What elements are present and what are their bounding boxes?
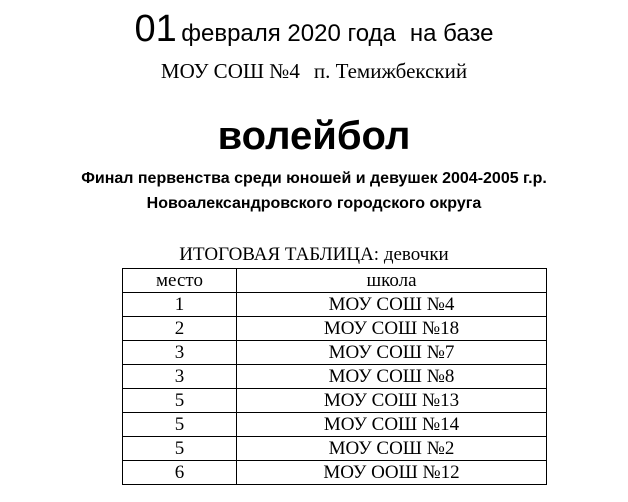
cell-place: 5 (123, 437, 237, 461)
cell-place: 3 (123, 365, 237, 389)
cell-school: МОУ СОШ №2 (237, 437, 547, 461)
cell-school: МОУ СОШ №14 (237, 413, 547, 437)
cell-school: МОУ СОШ №13 (237, 389, 547, 413)
cell-place: 3 (123, 341, 237, 365)
table-row (123, 317, 547, 341)
cell-school: МОУ ООШ №12 (237, 461, 547, 485)
venue-line (0, 58, 628, 84)
cell-place: 2 (123, 317, 237, 341)
cell-school: МОУ СОШ №8 (237, 365, 547, 389)
location-prefix: на базе (409, 20, 494, 47)
district-subtitle: Новоалександровского городского округа (146, 195, 482, 212)
date-month-year: февраля 2020 года (181, 20, 396, 47)
column-header-place: место (123, 269, 237, 293)
table-row (123, 461, 547, 485)
cell-school: МОУ СОШ №4 (237, 293, 547, 317)
table-row (123, 365, 547, 389)
competition-subtitle: Финал первенства среди юношей и девушек 2004-2005 г.р. (81, 170, 547, 187)
cell-school: МОУ СОШ №18 (237, 317, 547, 341)
table-row (123, 389, 547, 413)
cell-place: 1 (123, 293, 237, 317)
date-day-number: 01 (134, 8, 177, 50)
venue-school: МОУ СОШ №4 (160, 59, 300, 83)
table-header-row (123, 269, 547, 293)
column-header-school: школа (237, 269, 547, 293)
cell-place: 5 (123, 413, 237, 437)
table-row (123, 413, 547, 437)
cell-place: 5 (123, 389, 237, 413)
cell-school: МОУ СОШ №7 (237, 341, 547, 365)
table-row (123, 341, 547, 365)
event-date-line (0, 6, 628, 60)
results-table-caption: ИТОГОВАЯ ТАБЛИЦА: девочки (179, 244, 449, 265)
sport-title: волейбол (217, 114, 411, 158)
table-row (123, 437, 547, 461)
results-table (122, 268, 547, 485)
cell-place: 6 (123, 461, 237, 485)
venue-settlement: п. Темижбекский (313, 59, 468, 83)
table-row (123, 293, 547, 317)
